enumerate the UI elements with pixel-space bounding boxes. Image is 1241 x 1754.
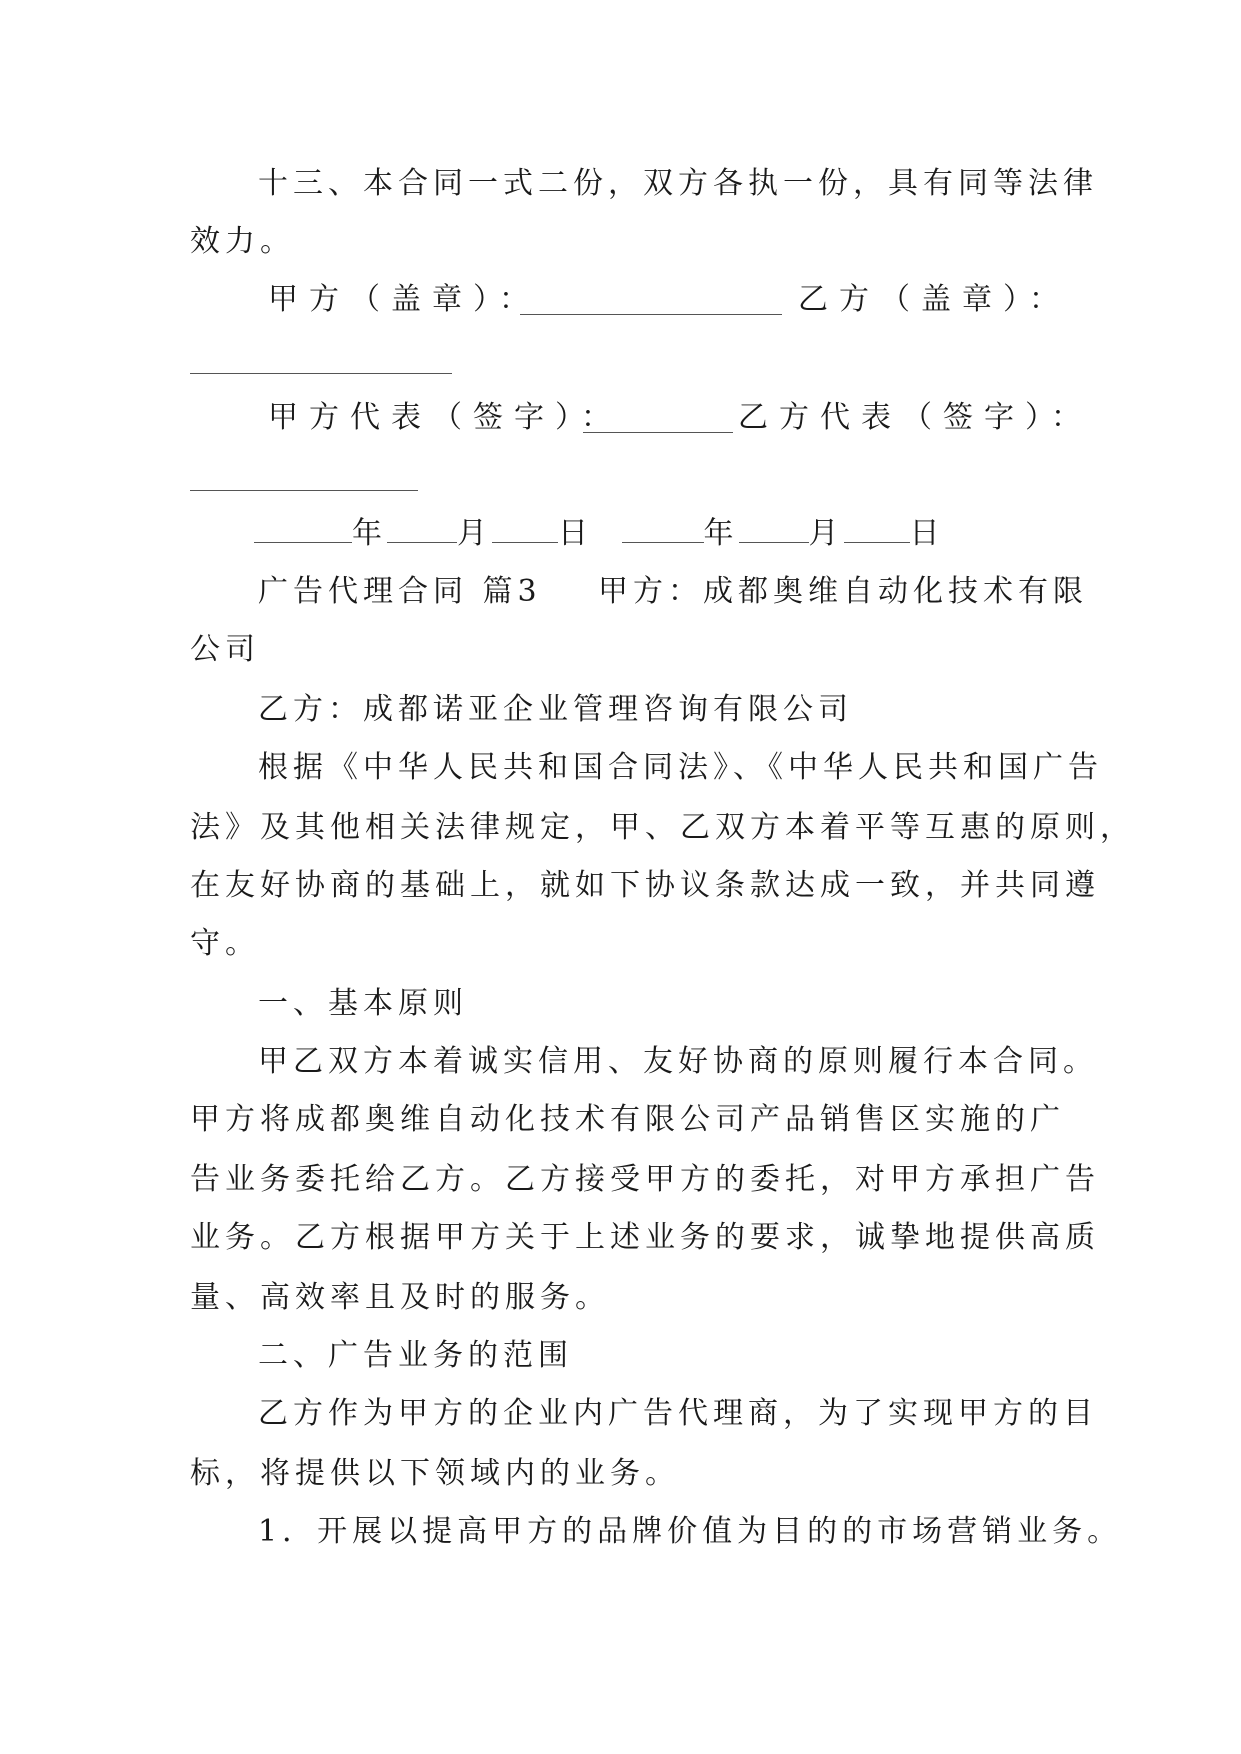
- section-1-heading: 一、基本原则: [258, 986, 468, 1021]
- date-b-month-label: 月: [808, 516, 844, 551]
- party-a-representative-label: 甲方代表（签字）：: [268, 400, 622, 435]
- preamble-line-4: 守。: [190, 926, 260, 961]
- date-a-month-label: 月: [457, 516, 492, 551]
- section-2-line-2: 标，将提供以下领域内的业务。: [190, 1456, 680, 1491]
- date-a-year-blank: [254, 514, 352, 543]
- party-b-seal-label: 乙方（盖章）：: [798, 282, 1070, 317]
- signing-date-row: [254, 514, 945, 554]
- date-b-year-blank: [622, 514, 704, 543]
- section-1-line-1: 甲乙双方本着诚实信用、友好协商的原则履行本合同。: [258, 1044, 1098, 1079]
- party-a-name-continued: 公司: [190, 632, 260, 667]
- clause-13-line: 十三、本合同一式二份，双方各执一份，具有同等法律: [258, 166, 1098, 201]
- party-b-representative-blank: [190, 490, 418, 491]
- date-b-day-blank: [844, 514, 910, 543]
- section-2-item-1: 1．开展以提高甲方的品牌价值为目的的市场营销业务。: [258, 1514, 1123, 1549]
- party-b-name: 乙方：成都诺亚企业管理咨询有限公司: [258, 692, 853, 727]
- date-b-month-blank: [739, 514, 809, 543]
- date-a-month-blank: [387, 514, 457, 543]
- party-a-seal-label: 甲方（盖章）：: [268, 282, 540, 317]
- date-a-year-label: 年: [352, 516, 387, 551]
- preamble-line-2: 法》及其他相关法律规定，甲、乙双方本着平等互惠的原则，: [190, 810, 1135, 845]
- date-a-day-label: 日: [558, 516, 593, 551]
- party-b-representative-label: 乙方代表（签字）：: [738, 400, 1092, 435]
- party-a-name: 甲方：成都奥维自动化技术有限: [598, 574, 1088, 609]
- party-a-seal-blank: [520, 314, 782, 315]
- section-1-line-3: 告业务委托给乙方。乙方接受甲方的委托，对甲方承担广告: [190, 1162, 1100, 1197]
- date-a-day-blank: [492, 514, 558, 543]
- preamble-line-3: 在友好协商的基础上，就如下协议条款达成一致，并共同遵: [190, 868, 1100, 903]
- section-1-line-2: 甲方将成都奥维自动化技术有限公司产品销售区实施的广: [190, 1102, 1065, 1137]
- section-1-line-5: 量、高效率且及时的服务。: [190, 1280, 610, 1315]
- section-2-heading: 二、广告业务的范围: [258, 1338, 573, 1373]
- section-1-line-4: 业务。乙方根据甲方关于上述业务的要求，诚挚地提供高质: [190, 1220, 1100, 1255]
- clause-13-continued: 效力。: [190, 224, 295, 259]
- date-b-year-label: 年: [703, 516, 739, 551]
- party-b-seal-blank: [190, 373, 452, 374]
- party-a-representative-blank: [583, 432, 733, 433]
- date-b-day-label: 日: [909, 516, 945, 551]
- preamble-line-1: 根据《中华人民共和国合同法》、《中华人民共和国广告: [258, 750, 1103, 785]
- section-2-line-1: 乙方作为甲方的企业内广告代理商，为了实现甲方的目: [258, 1396, 1098, 1431]
- contract-title: 广告代理合同 篇3: [258, 574, 542, 609]
